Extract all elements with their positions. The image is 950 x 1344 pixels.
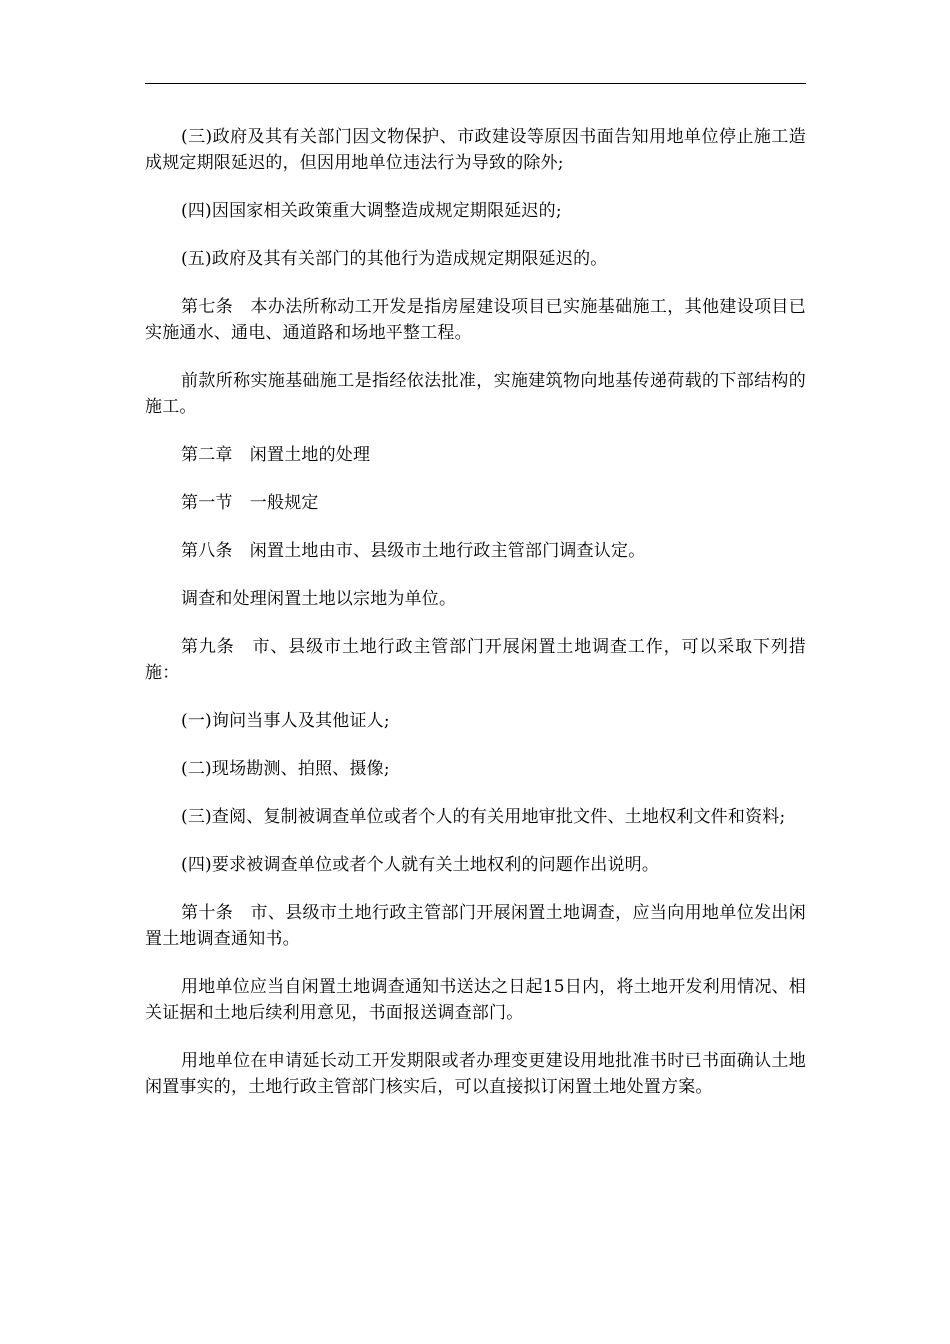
- article-10: 第十条 市、县级市土地行政主管部门开展闲置土地调查，应当向用地单位发出闲置土地调查通知书。: [145, 903, 806, 949]
- article-8: 第八条 闲置土地由市、县级市土地行政主管部门调查认定。: [181, 541, 646, 561]
- paragraph: (四)因国家相关政策重大调整造成规定期限延迟的;: [181, 201, 562, 221]
- list-item: (二)现场勘测、拍照、摄像;: [181, 759, 390, 779]
- paragraph: 用地单位在申请延长动工开发期限或者办理变更建设用地批准书时已书面确认土地闲置事实的，土地行政主管部门核实后，可以直接拟订闲置土地处置方案。: [145, 1051, 806, 1097]
- paragraph: (五)政府及其有关部门的其他行为造成规定期限延迟的。: [181, 249, 608, 269]
- header-rule: [145, 83, 806, 84]
- paragraph: (三)政府及其有关部门因文物保护、市政建设等原因书面告知用地单位停止施工造成规定期限延迟的，但因用地单位违法行为导致的除外;: [145, 127, 806, 173]
- article-7: 第七条 本办法所称动工开发是指房屋建设项目已实施基础施工，其他建设项目已实施通水、通电、通道路和场地平整工程。: [145, 297, 806, 343]
- section-heading: 第一节 一般规定: [181, 493, 319, 513]
- document-body: [145, 124, 806, 1122]
- paragraph: 调查和处理闲置土地以宗地为单位。: [181, 589, 457, 609]
- chapter-heading: 第二章 闲置土地的处理: [181, 445, 371, 465]
- list-item: (三)查阅、复制被调查单位或者个人的有关用地审批文件、土地权利文件和资料;: [181, 807, 786, 827]
- paragraph: 用地单位应当自闲置土地调查通知书送达之日起15日内，将土地开发利用情况、相关证据和土地后续利用意见，书面报送调查部门。: [145, 977, 806, 1023]
- paragraph: 前款所称实施基础施工是指经依法批准，实施建筑物向地基传递荷载的下部结构的施工。: [145, 371, 806, 417]
- list-item: (一)询问当事人及其他证人;: [181, 711, 390, 731]
- list-item: (四)要求被调查单位或者个人就有关土地权利的问题作出说明。: [181, 855, 660, 875]
- article-9: 第九条 市、县级市土地行政主管部门开展闲置土地调查工作，可以采取下列措施：: [145, 637, 806, 683]
